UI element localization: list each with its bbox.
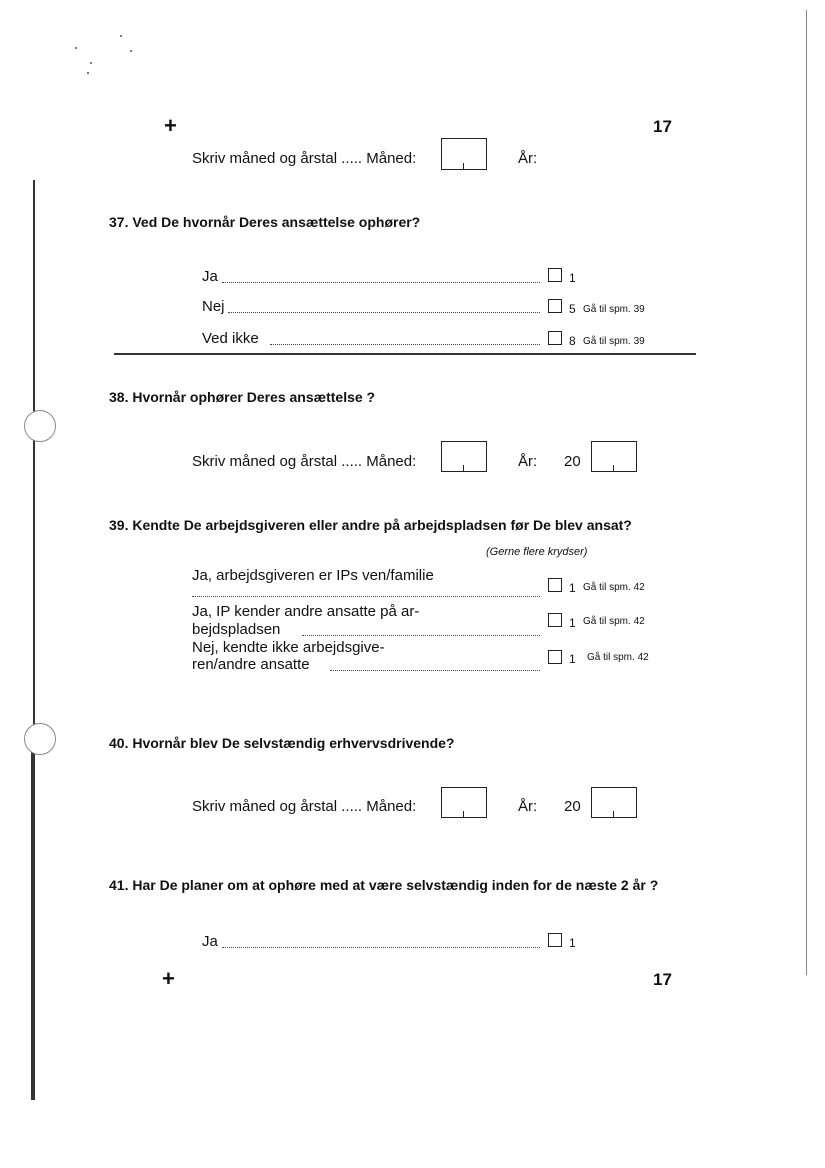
q40-month-box[interactable] <box>441 787 487 818</box>
q39-option-line2: bejdspladsen <box>192 621 281 638</box>
q39-code: 1 <box>569 652 576 666</box>
speck <box>120 35 122 37</box>
leader-dots <box>228 312 540 313</box>
left-margin-line-thick <box>31 740 35 1100</box>
q38-month-box[interactable] <box>441 441 487 472</box>
right-margin-line <box>806 10 807 975</box>
q39-goto: Gå til spm. 42 <box>583 616 645 627</box>
q37-checkbox-nej[interactable] <box>548 299 562 313</box>
question-40: 40. Hvornår blev De selvstændig erhvervsdrivende? <box>109 735 455 751</box>
registration-mark-bottom: + <box>162 966 175 991</box>
q37-checkbox-ja[interactable] <box>548 268 562 282</box>
leader-dots <box>222 947 540 948</box>
q41-checkbox-ja[interactable] <box>548 933 562 947</box>
leader-dots <box>270 344 540 345</box>
section-divider <box>114 353 696 355</box>
leader-dots <box>330 670 540 671</box>
q39-note: (Gerne flere krydser) <box>486 546 588 558</box>
carryover-year-label: År: <box>518 150 538 167</box>
question-38: 38. Hvornår ophører Deres ansættelse ? <box>109 389 376 405</box>
q38-year-label: År: <box>518 453 538 470</box>
q39-goto: Gå til spm. 42 <box>583 582 645 593</box>
carryover-month-box[interactable] <box>441 138 487 170</box>
q38-label: Skriv måned og årstal ..... Måned: <box>192 453 417 470</box>
q38-year-prefix: 20 <box>564 453 581 470</box>
q40-year-prefix: 20 <box>564 798 581 815</box>
page-number-bottom: 17 <box>653 970 672 989</box>
question-39: 39. Kendte De arbejdsgiveren eller andre på arbejdspladsen før De blev ansat? <box>109 517 632 533</box>
q39-option-line1: Ja, arbejdsgiveren er IPs ven/familie <box>192 567 434 584</box>
q37-option-label: Ved ikke <box>202 330 259 347</box>
q39-checkbox-2[interactable] <box>548 613 562 627</box>
q39-checkbox-3[interactable] <box>548 650 562 664</box>
q37-goto: Gå til spm. 39 <box>583 336 645 347</box>
q37-option-label: Ja <box>202 268 218 285</box>
q37-code: 8 <box>569 334 576 348</box>
punch-hole-top <box>24 410 56 442</box>
q39-checkbox-1[interactable] <box>548 578 562 592</box>
q41-option-label: Ja <box>202 933 218 950</box>
leader-dots <box>302 635 540 636</box>
q37-goto: Gå til spm. 39 <box>583 304 645 315</box>
registration-mark-top: + <box>164 113 177 138</box>
q39-goto: Gå til spm. 42 <box>587 652 649 663</box>
q39-code: 1 <box>569 616 576 630</box>
q40-year-label: År: <box>518 798 538 815</box>
q37-code: 5 <box>569 302 576 316</box>
speck <box>90 62 92 64</box>
q37-code: 1 <box>569 271 576 285</box>
punch-hole-bottom <box>24 723 56 755</box>
q40-label: Skriv måned og årstal ..... Måned: <box>192 798 417 815</box>
leader-dots <box>192 596 540 597</box>
q39-code: 1 <box>569 581 576 595</box>
question-37: 37. Ved De hvornår Deres ansættelse ophører? <box>109 214 421 230</box>
q38-year-box[interactable] <box>591 441 637 472</box>
page-number-top: 17 <box>653 117 672 136</box>
speck <box>87 72 89 74</box>
q39-option-line1: Ja, IP kender andre ansatte på ar- <box>192 603 420 620</box>
leader-dots <box>222 282 540 283</box>
question-41: 41. Har De planer om at ophøre med at være selvstændig inden for de næste 2 år ? <box>109 877 659 893</box>
q41-code: 1 <box>569 936 576 950</box>
q39-option-line1: Nej, kendte ikke arbejdsgive- <box>192 639 385 656</box>
speck <box>75 47 77 49</box>
carryover-label: Skriv måned og årstal ..... Måned: <box>192 150 417 167</box>
q39-option-line2: ren/andre ansatte <box>192 656 310 673</box>
speck <box>130 50 132 52</box>
q40-year-box[interactable] <box>591 787 637 818</box>
q37-checkbox-ved-ikke[interactable] <box>548 331 562 345</box>
q37-option-label: Nej <box>202 298 225 315</box>
